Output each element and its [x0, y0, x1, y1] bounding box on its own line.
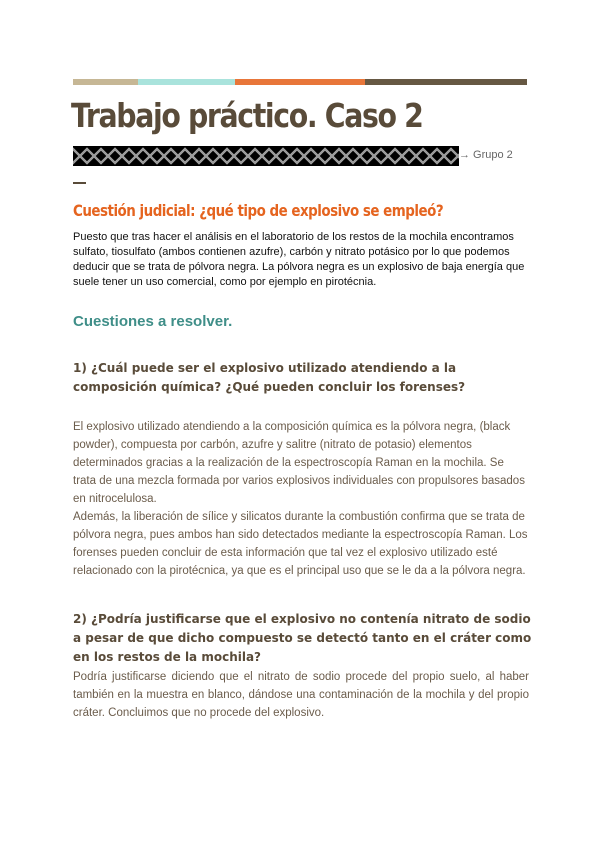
- page-title: Trabajo práctico. Caso 2: [71, 96, 423, 135]
- answer-1-paragraph-2: Además, la liberación de sílice y silicatos durante la combustión confirma que se trata de pólvora negra, pues ambos han sido detectados mediante la espectroscopía Raman. Los forenses pueden concluir de esta información que tal vez el explosivo utilizado esté relacionado con la pirotécnica, ya que es el principal uso que se le da a la pólvora negra.: [73, 511, 528, 577]
- divider-dash: [73, 182, 86, 184]
- answer-1-paragraph-1: El explosivo utilizado atendiendo a la composición química es la pólvora negra, (black powder), compuesta por carbón, azufre y salitre (nitrato de potasio) elementos determinados gracias a la realización de la espectroscopía Raman en la mochila. Se trata de una mezcla formada por varios explosivos individuales con propulsores basados en nitrocelulosa.: [73, 421, 525, 505]
- intro-paragraph: Puesto que tras hacer el análisis en el laboratorio de los restos de la mochila encontramos sulfato, tiosulfato (ambos contienen azufre), carbón y nitrato potásico por lo que podemos deducir que se trata de pólvora negra. La pólvora negra es un explosivo de baja energía que suele tener un uso comercial, como por ejemplo en pirotécnia.: [73, 231, 525, 288]
- group-label: → Grupo 2: [459, 149, 513, 161]
- color-bar-segment: [235, 79, 365, 85]
- question-1: 1) ¿Cuál puede ser el explosivo utilizado atendiendo a la composición química? ¿Qué pueden concluir los forenses?: [73, 361, 466, 394]
- judicial-question-title: Cuestión judicial: ¿qué tipo de explosivo se empleó?: [73, 201, 444, 220]
- question-2: 2) ¿Podría justificarse que el explosivo no contenía nitrato de sodio a pesar de que dicho compuesto se detectó tanto en el cráter como en los restos de la mochila?: [73, 612, 532, 664]
- redacted-names-bar: [73, 146, 459, 166]
- color-bar-segment: [73, 79, 138, 85]
- answer-2: Podría justificarse diciendo que el nitrato de sodio procede del propio suelo, al haber también en la muestra en blanco, dándose una contaminación de la mochila y del propio cráter. Concluimos que no procede del explosivo.: [73, 671, 529, 719]
- top-color-bar: [73, 79, 527, 85]
- color-bar-segment: [365, 79, 527, 85]
- section-heading: Cuestiones a resolver.: [73, 313, 233, 330]
- color-bar-segment: [138, 79, 235, 85]
- answer-1: [73, 418, 529, 580]
